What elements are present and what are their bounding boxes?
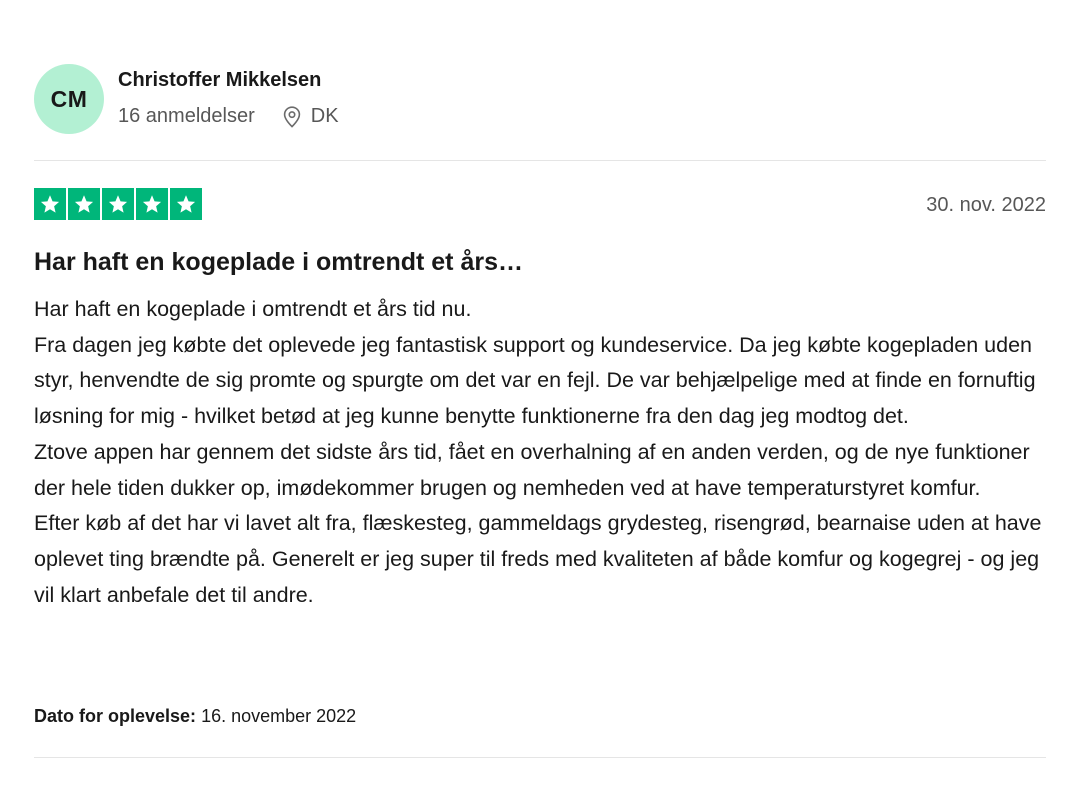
experience-value: 16. november 2022 (201, 706, 357, 726)
divider-bottom (34, 757, 1046, 758)
review-date: 30. nov. 2022 (926, 194, 1046, 216)
star-icon (39, 193, 61, 215)
reviewer-location (283, 105, 339, 128)
review-paragraph: Har haft en kogeplade i omtrendt et års tid nu. (34, 297, 472, 321)
review-paragraph: Ztove appen har gennem det sidste års tid, fået en overhalning af en anden verden, og de nye funktioner der hele tiden dukker op, imødekommer brugen og nemheden ved at have temperaturstyret komfur. (34, 439, 1030, 500)
star-icon (175, 193, 197, 215)
star-icon (73, 193, 95, 215)
reviewer-name[interactable]: Christoffer Mikkelsen (118, 69, 322, 91)
review-paragraph: Efter køb af det har vi lavet alt fra, flæskesteg, gammeldags grydesteg, risengrød, bearnaise uden at have oplevet ting brændte på. Generelt er jeg super til freds med kvaliteten af både komfur og kogegrej - og jeg vil klart anbefale det til andre. (34, 511, 1042, 607)
experience-date (34, 706, 356, 727)
experience-label: Dato for oplevelse: (34, 706, 197, 726)
review-card (34, 0, 1046, 800)
location-pin-icon (283, 106, 301, 128)
reviewer-country: DK (310, 105, 339, 127)
review-body (34, 292, 1046, 613)
divider-top (34, 160, 1046, 161)
star-3 (102, 188, 134, 220)
avatar-initials: CM (50, 85, 88, 112)
review-count: 16 anmeldelser (118, 105, 255, 127)
star-icon (141, 193, 163, 215)
reviewer-header (34, 64, 1046, 136)
star-2 (68, 188, 100, 220)
star-4 (136, 188, 168, 220)
star-rating (34, 188, 202, 220)
review-paragraph: Fra dagen jeg købte det oplevede jeg fantastisk support og kundeservice. Da jeg købte kogepladen uden styr, henvendte de sig promte og spurgte om det var en fejl. De var behjælpelige med at finde en fornuftig løsning for mig - hvilket betød at jeg kunne benytte funktionerne fra den dag jeg modtog det. (34, 332, 1036, 429)
reviewer-meta (118, 105, 339, 128)
avatar[interactable] (34, 64, 104, 134)
star-5 (170, 188, 202, 220)
review-title[interactable]: Har haft en kogeplade i omtrendt et års… (34, 248, 523, 276)
star-icon (107, 193, 129, 215)
star-1 (34, 188, 66, 220)
